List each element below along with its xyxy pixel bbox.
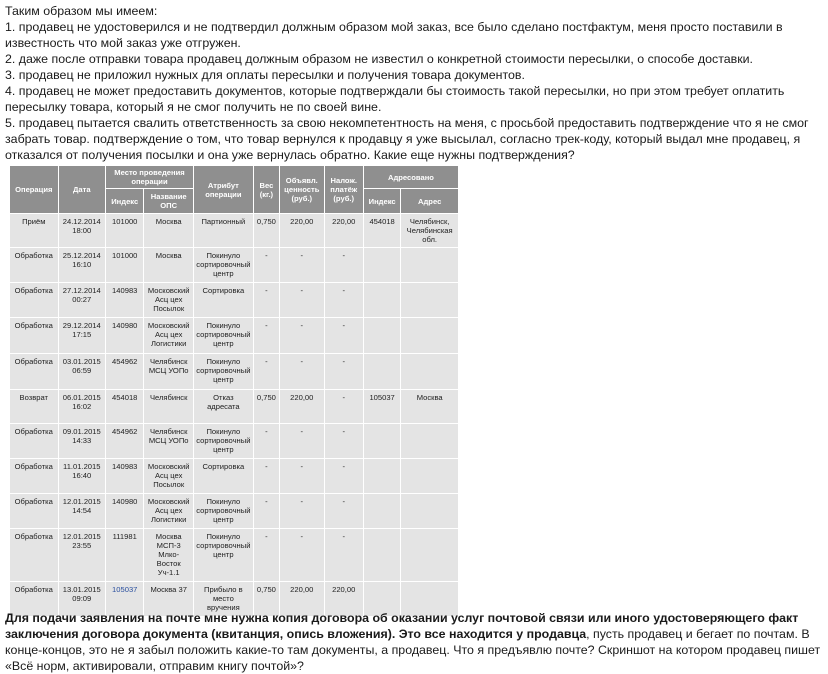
- cell-attr: Покинуло сортировочный центр: [194, 248, 253, 282]
- cell-ops: Московский Асц цех Посылок: [144, 283, 193, 317]
- cell-a-idx: 454018: [364, 214, 400, 247]
- table-row: [10, 494, 458, 528]
- th-addressee: Адресовано: [364, 166, 458, 188]
- cell-declared: 220,00: [280, 390, 323, 423]
- cell-attr: Покинуло сортировочный центр: [194, 529, 253, 581]
- cell-a-idx: [364, 248, 400, 282]
- table-row: [10, 390, 458, 423]
- cell-a-addr: [401, 459, 458, 493]
- cell-ops: Москва 37: [144, 582, 193, 616]
- cell-declared: -: [280, 424, 323, 458]
- cell-attr: Покинуло сортировочный центр: [194, 424, 253, 458]
- th-addr-address: Адрес: [401, 189, 458, 213]
- cell-weight: -: [254, 424, 279, 458]
- cell-cod: -: [325, 354, 363, 389]
- cell-attr: Прибыло в место вручения: [194, 582, 253, 616]
- cell-date: 09.01.2015 14:33: [59, 424, 106, 458]
- cell-attr: Партионный: [194, 214, 253, 247]
- cell-op: Приём: [10, 214, 58, 247]
- tracking-table: [9, 165, 459, 617]
- point-2: 2. даже после отправки товара продавец должным образом не известил о конкретной стоимости пересылки, о способе доставки.: [5, 52, 753, 66]
- cell-weight: -: [254, 248, 279, 282]
- cell-idx: 140983: [106, 283, 143, 317]
- cell-attr: Сортировка: [194, 283, 253, 317]
- cell-op: Возврат: [10, 390, 58, 423]
- cell-declared: -: [280, 318, 323, 353]
- cell-idx: 101000: [106, 214, 143, 247]
- th-addr-index: Индекс: [364, 189, 400, 213]
- cell-a-addr: [401, 529, 458, 581]
- cell-weight: -: [254, 354, 279, 389]
- cell-date: 25.12.2014 16:10: [59, 248, 106, 282]
- cell-a-idx: [364, 424, 400, 458]
- cell-cod: 220,00: [325, 582, 363, 616]
- cell-date: 03.01.2015 06:59: [59, 354, 106, 389]
- cell-idx: 140980: [106, 318, 143, 353]
- cell-a-idx: [364, 283, 400, 317]
- cell-cod: 220,00: [325, 214, 363, 247]
- cell-idx: 105037: [106, 582, 143, 616]
- cell-a-addr: Москва: [401, 390, 458, 423]
- cell-declared: -: [280, 529, 323, 581]
- cell-ops: Челябинск: [144, 390, 193, 423]
- cell-idx: 454962: [106, 354, 143, 389]
- cell-idx: 101000: [106, 248, 143, 282]
- table-row: [10, 529, 458, 581]
- cell-a-idx: [364, 318, 400, 353]
- table-row: [10, 283, 458, 317]
- outro-rest: , пусть продавец и бегает по почтам. В конце-концов, это не я забыл положить какие-то там документы, а продавец. Что я предъявлю почте? Скриншот на котором продавец пишет «Всё норм, активировали, отправим книгу почтой»?: [5, 627, 821, 673]
- cell-ops: Москва МСП-3 Млко-Восток Уч-1.1: [144, 529, 193, 581]
- cell-idx: 140980: [106, 494, 143, 528]
- table-row: [10, 459, 458, 493]
- cell-a-addr: [401, 354, 458, 389]
- cell-attr: Покинуло сортировочный центр: [194, 354, 253, 389]
- th-declared: Объявл. ценность (руб.): [280, 166, 323, 213]
- cell-declared: -: [280, 459, 323, 493]
- tracking-table-body: [10, 214, 458, 616]
- cell-ops: Московский Асц цех Посылок: [144, 459, 193, 493]
- table-row: [10, 424, 458, 458]
- th-cod: Налож. платёж (руб.): [325, 166, 363, 213]
- cell-op: Обработка: [10, 529, 58, 581]
- cell-cod: -: [325, 424, 363, 458]
- cell-date: 29.12.2014 17:15: [59, 318, 106, 353]
- cell-op: Обработка: [10, 318, 58, 353]
- table-row: [10, 354, 458, 389]
- cell-a-idx: [364, 459, 400, 493]
- cell-op: Обработка: [10, 354, 58, 389]
- cell-op: Обработка: [10, 248, 58, 282]
- cell-declared: -: [280, 354, 323, 389]
- cell-declared: -: [280, 248, 323, 282]
- cell-attr: Отказ адресата: [194, 390, 253, 423]
- cell-a-idx: [364, 529, 400, 581]
- intro-heading: Таким образом мы имеем:: [5, 4, 158, 18]
- cell-attr: Покинуло сортировочный центр: [194, 494, 253, 528]
- cell-ops: Челябинск МСЦ УОПо: [144, 354, 193, 389]
- cell-weight: -: [254, 494, 279, 528]
- cell-date: 24.12.2014 18:00: [59, 214, 106, 247]
- th-date: Дата: [59, 166, 106, 213]
- cell-weight: -: [254, 318, 279, 353]
- cell-idx: 454962: [106, 424, 143, 458]
- cell-ops: Челябинск МСЦ УОПо: [144, 424, 193, 458]
- cell-a-addr: [401, 424, 458, 458]
- cell-idx: 111981: [106, 529, 143, 581]
- point-1: 1. продавец не удостоверился и не подтвердил должным образом мой заказ, все было сделано постфактум, меня просто поставили в известность что мой заказ уже отгружен.: [5, 20, 783, 50]
- cell-a-idx: [364, 354, 400, 389]
- cell-ops: Москва: [144, 248, 193, 282]
- cell-cod: -: [325, 248, 363, 282]
- outro-text: [5, 610, 823, 674]
- cell-a-addr: [401, 248, 458, 282]
- cell-weight: -: [254, 459, 279, 493]
- cell-op: Обработка: [10, 424, 58, 458]
- cell-a-addr: [401, 318, 458, 353]
- point-5: 5. продавец пытается свалить ответственность за свою некомпетентность на меня, с просьбой предоставить подтверждение что я не смог забрать товар. подтверждение о том, что товар вернулся к продавцу я уже высылал, согласно трек-коду, который выдал мне продавец, я отказался от получения посылки и она уже вернулась обратно. Какие еще нужны подтверждения?: [5, 116, 809, 162]
- cell-op: Обработка: [10, 459, 58, 493]
- cell-op: Обработка: [10, 494, 58, 528]
- cell-declared: -: [280, 494, 323, 528]
- cell-attr: Покинуло сортировочный центр: [194, 318, 253, 353]
- cell-ops: Москва: [144, 214, 193, 247]
- cell-weight: 0,750: [254, 582, 279, 616]
- th-place-name: Название ОПС: [144, 189, 193, 213]
- cell-cod: -: [325, 318, 363, 353]
- cell-cod: -: [325, 283, 363, 317]
- cell-declared: 220,00: [280, 582, 323, 616]
- cell-weight: -: [254, 529, 279, 581]
- table-row: [10, 318, 458, 353]
- cell-a-idx: 105037: [364, 390, 400, 423]
- tracking-table-wrap: [9, 165, 459, 617]
- cell-weight: 0,750: [254, 214, 279, 247]
- th-place: Место проведения операции: [106, 166, 193, 188]
- cell-date: 27.12.2014 00:27: [59, 283, 106, 317]
- cell-weight: 0,750: [254, 390, 279, 423]
- cell-idx: 140983: [106, 459, 143, 493]
- th-attribute: Атрибут операции: [194, 166, 253, 213]
- cell-cod: -: [325, 529, 363, 581]
- cell-ops: Московский Асц цех Логистики: [144, 494, 193, 528]
- th-operation: Операция: [10, 166, 58, 213]
- cell-weight: -: [254, 283, 279, 317]
- cell-a-idx: [364, 494, 400, 528]
- th-place-index: Индекс: [106, 189, 143, 213]
- cell-cod: -: [325, 459, 363, 493]
- cell-cod: -: [325, 390, 363, 423]
- cell-date: 12.01.2015 23:55: [59, 529, 106, 581]
- outro-bold: Для подачи заявления на почте мне нужна копия договора об оказании услуг почтовой связи или иного удостоверяющего факт заключения договора документа (квитанция, опись вложения). Это все находится у продавца: [5, 611, 799, 641]
- cell-ops: Московский Асц цех Логистики: [144, 318, 193, 353]
- point-4: 4. продавец не может предоставить документов, которые подтверждали бы стоимость такой пересылки, но при этом требует оплатить пересылку товара, который я не смог получить не по своей вине.: [5, 84, 785, 114]
- cell-attr: Сортировка: [194, 459, 253, 493]
- table-row: [10, 248, 458, 282]
- cell-date: 06.01.2015 16:02: [59, 390, 106, 423]
- cell-declared: 220,00: [280, 214, 323, 247]
- cell-date: 11.01.2015 16:40: [59, 459, 106, 493]
- cell-cod: -: [325, 494, 363, 528]
- cell-declared: -: [280, 283, 323, 317]
- cell-a-addr: [401, 494, 458, 528]
- cell-a-addr: [401, 283, 458, 317]
- cell-idx: 454018: [106, 390, 143, 423]
- cell-a-addr: Челябинск, Челябинская обл.: [401, 214, 458, 247]
- th-weight: Вес (кг.): [254, 166, 279, 213]
- cell-op: Обработка: [10, 582, 58, 616]
- cell-date: 13.01.2015 09:09: [59, 582, 106, 616]
- cell-date: 12.01.2015 14:54: [59, 494, 106, 528]
- cell-op: Обработка: [10, 283, 58, 317]
- intro-text: [5, 3, 823, 163]
- table-row: [10, 214, 458, 247]
- point-3: 3. продавец не приложил нужных для оплаты пересылки и получения товара документов.: [5, 68, 525, 82]
